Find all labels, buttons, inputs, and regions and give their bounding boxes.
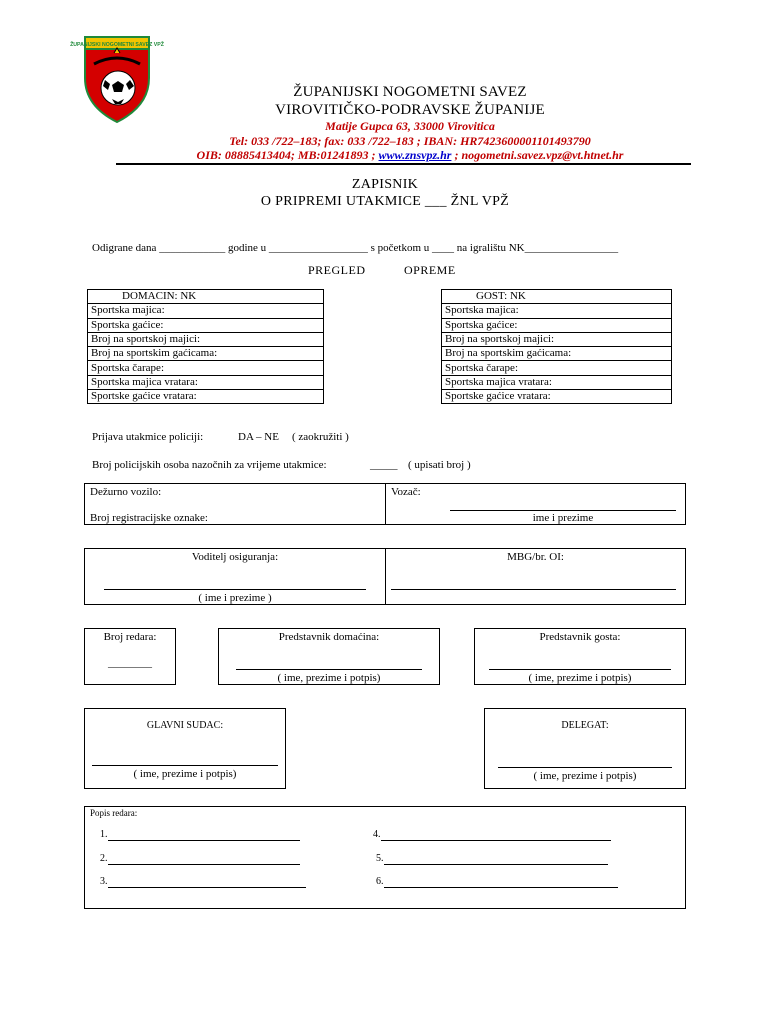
police-report-hint: ( zaokružiti ) [292,431,349,443]
steward-count-label: Broj redara: [103,631,157,643]
delegate-line[interactable] [498,767,672,768]
steward-number: 4. [373,829,381,840]
guest-row[interactable]: Sportska gaćice: [442,318,672,332]
steward-count-blank[interactable]: ________ [108,657,152,669]
guest-rep-label: Predstavnik gosta: [539,631,621,643]
guest-table-header: GOST: NK [442,290,672,304]
doc-title: ZAPISNIK [351,177,419,192]
phone-line: Tel: 033 /722–183; fax: 033 /722–183 ; IBAN: HR7423600001101493790 [229,134,591,148]
guest-rep-line[interactable] [489,669,671,670]
guest-rep-caption: ( ime, prezime i potpis) [528,672,632,684]
steward-line[interactable] [384,864,608,865]
logo-text: ŽUPANIJSKI NOGOMETNI SAVEZ VPŽ [70,42,164,48]
steward-number: 1. [100,829,108,840]
guest-row[interactable]: Sportske gaćice vratara: [442,390,672,404]
association-logo [70,34,164,124]
home-row[interactable]: Sportska majica vratara: [88,375,324,389]
home-row[interactable]: Sportske gaćice vratara: [88,390,324,404]
home-row[interactable]: Broj na sportskim gaćicama: [88,347,324,361]
section-heading-1: PREGLED [308,263,366,277]
guest-equipment-table [441,289,672,404]
home-rep-label: Predstavnik domaćina: [278,631,380,643]
referee-caption: ( ime, prezime i potpis) [133,768,237,780]
police-report-label: Prijava utakmice policiji: [92,431,204,443]
security-leader-label: Voditelj osiguranja: [191,551,279,563]
home-rep-line[interactable] [236,669,422,670]
driver-label: Vozač: [391,486,421,498]
steward-line[interactable] [108,864,300,865]
police-count-label: Broj policijskih osoba nazočnih za vrijeme utakmice: [92,459,327,471]
steward-line[interactable] [381,840,611,841]
police-count-blank[interactable]: _____ [370,459,398,471]
home-rep-caption: ( ime, prezime i potpis) [277,672,381,684]
steward-number: 5. [376,853,384,864]
guest-row[interactable]: Sportska majica: [442,304,672,318]
home-row[interactable]: Sportska gaćice: [88,318,324,332]
delegate-label: DELEGAT: [561,720,609,731]
guest-row[interactable]: Sportska majica vratara: [442,375,672,389]
guest-row[interactable]: Broj na sportskim gaćicama: [442,347,672,361]
email-text[interactable]: nogometni.savez.vpz@vt.htnet.hr [461,148,624,162]
security-leader-line[interactable] [104,589,366,590]
steward-number: 2. [100,853,108,864]
delegate-caption: ( ime, prezime i potpis) [533,770,637,782]
played-line[interactable]: Odigrane dana ____________ godine u __________________ s početkom u ____ na igralištu NK_________________ [92,242,619,254]
referee-label: GLAVNI SUDAC: [146,720,224,731]
contact-line [120,148,700,163]
steward-line[interactable] [384,887,618,888]
county-name: VIROVITIČKO-PODRAVSKE ŽUPANIJE [275,102,545,118]
duty-vehicle-label: Dežurno vozilo: [90,486,162,498]
home-row[interactable]: Broj na sportskoj majici: [88,332,324,346]
steward-line[interactable] [108,840,300,841]
police-count-hint: ( upisati broj ) [408,459,471,471]
steward-number: 6. [376,876,384,887]
home-equipment-table [87,289,324,404]
home-row[interactable]: Sportska majica: [88,304,324,318]
website-link[interactable]: www.znsvpz.hr [378,148,452,162]
steward-number: 3. [100,876,108,887]
home-row[interactable]: Sportska čarape: [88,361,324,375]
security-leader-caption: ( ime i prezime ) [198,592,272,604]
police-report-options[interactable]: DA – NE [238,431,279,443]
steward-list-box [84,806,686,909]
mbg-line[interactable] [391,589,676,590]
header-divider [116,163,691,165]
doc-subtitle: O PRIPREMI UTAKMICE ___ ŽNL VPŽ [260,194,510,209]
section-heading-2: OPREME [404,263,456,277]
association-name: ŽUPANIJSKI NOGOMETNI SAVEZ [293,84,527,100]
guest-row[interactable]: Broj na sportskoj majici: [442,332,672,346]
steward-list-title: Popis redara: [90,808,138,818]
home-table-header: DOMACIN: NK [88,290,324,304]
guest-row[interactable]: Sportska čarape: [442,361,672,375]
mbg-label: MBG/br. OI: [507,551,564,563]
separator: ; [451,148,462,162]
steward-line[interactable] [108,887,306,888]
oib-text: OIB: 08885413404; MB:01241893 ; [196,148,379,162]
registration-label: Broj registracijske oznake: [90,512,208,524]
driver-caption: ime i prezime [532,512,594,524]
address: Matije Gupca 63, 33000 Virovitica [325,119,495,133]
driver-signature-line[interactable] [450,510,676,511]
referee-line[interactable] [92,765,278,766]
